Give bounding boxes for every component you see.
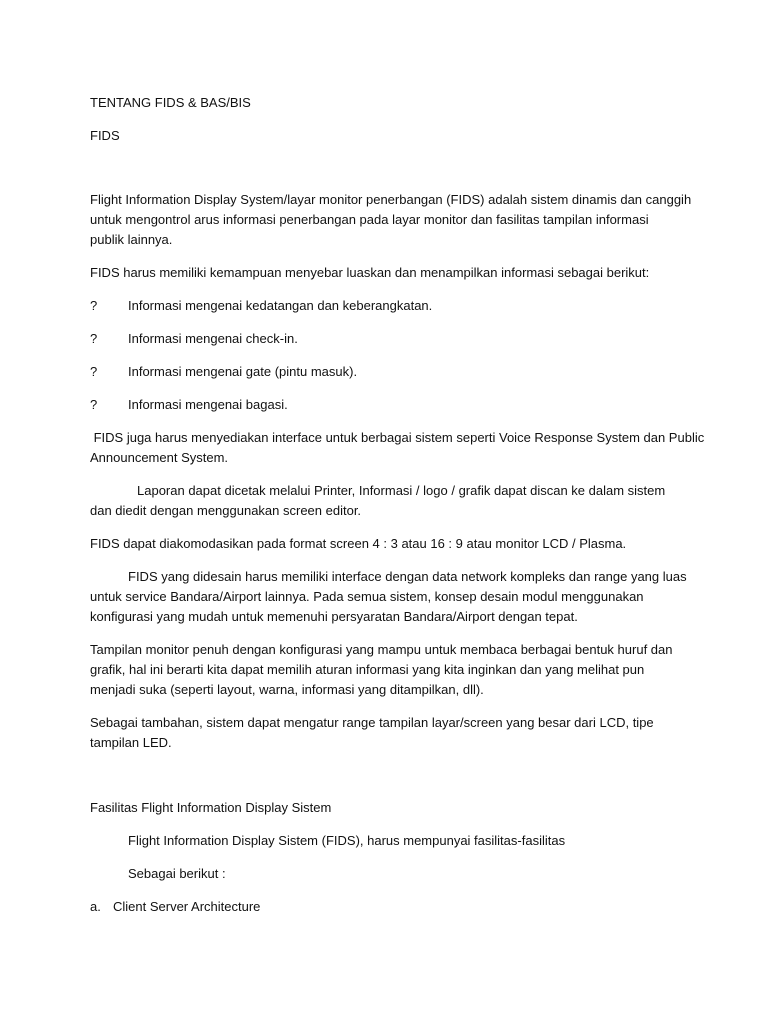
doc-subheading: FIDS [90,128,120,143]
para1-line1: Flight Information Display System/layar monitor penerbangan (FIDS) adalah sistem dinamis dan canggih [90,192,692,207]
bullet-text: Informasi mengenai bagasi. [128,397,288,412]
para4-line1: Laporan dapat dicetak melalui Printer, Informasi / logo / grafik dapat discan ke dalam sistem [137,483,666,498]
para7-line1: Tampilan monitor penuh dengan konfigurasi yang mampu untuk membaca berbagai bentuk huruf dan [90,642,673,657]
list-text: Client Server Architecture [113,899,261,914]
bullet-text: Informasi mengenai gate (pintu masuk). [128,364,358,379]
para8-line2: tampilan LED. [90,735,172,750]
section2-title: Fasilitas Flight Information Display Sistem [90,800,332,815]
para3-line2: Announcement System. [90,450,229,465]
bullet-mark: ? [90,364,98,379]
para5: FIDS dapat diakomodasikan pada format screen 4 : 3 atau 16 : 9 atau monitor LCD / Plasma. [90,536,627,551]
section2-sub: Sebagai berikut : [128,866,226,881]
doc-heading: TENTANG FIDS & BAS/BIS [90,95,251,110]
section2-intro: Flight Information Display Sistem (FIDS), harus mempunyai fasilitas-fasilitas [128,833,566,848]
bullet-text: Informasi mengenai check-in. [128,331,298,346]
bullet-mark: ? [90,397,98,412]
bullet-mark: ? [90,331,98,346]
para8-line1: Sebagai tambahan, sistem dapat mengatur range tampilan layar/screen yang besar dari LCD, tipe [90,715,654,730]
para3-line1: FIDS juga harus menyediakan interface untuk berbagai sistem seperti Voice Response System dan Public [90,430,705,445]
para2: FIDS harus memiliki kemampuan menyebar luaskan dan menampilkan informasi sebagai berikut: [90,265,650,280]
para6-line2: untuk service Bandara/Airport lainnya. Pada semua sistem, konsep desain modul menggunakan [90,589,644,604]
para6-line1: FIDS yang didesain harus memiliki interface dengan data network kompleks dan range yang luas [128,569,687,584]
para7-line3: menjadi suka (seperti layout, warna, informasi yang ditampilkan, dll). [90,682,484,697]
para4-line2: dan diedit dengan menggunakan screen editor. [90,503,362,518]
para1-line3: publik lainnya. [90,232,173,247]
bullet-mark: ? [90,298,98,313]
para1-line2: untuk mengontrol arus informasi penerbangan pada layar monitor dan fasilitas tampilan informasi [90,212,649,227]
list-mark: a. [90,899,101,914]
bullet-text: Informasi mengenai kedatangan dan keberangkatan. [128,298,433,313]
para7-line2: grafik, hal ini berarti kita dapat memilih aturan informasi yang kita inginkan dan yang melihat pun [90,662,645,677]
para6-line3: konfigurasi yang mudah untuk memenuhi persyaratan Bandara/Airport dengan tepat. [90,609,578,624]
